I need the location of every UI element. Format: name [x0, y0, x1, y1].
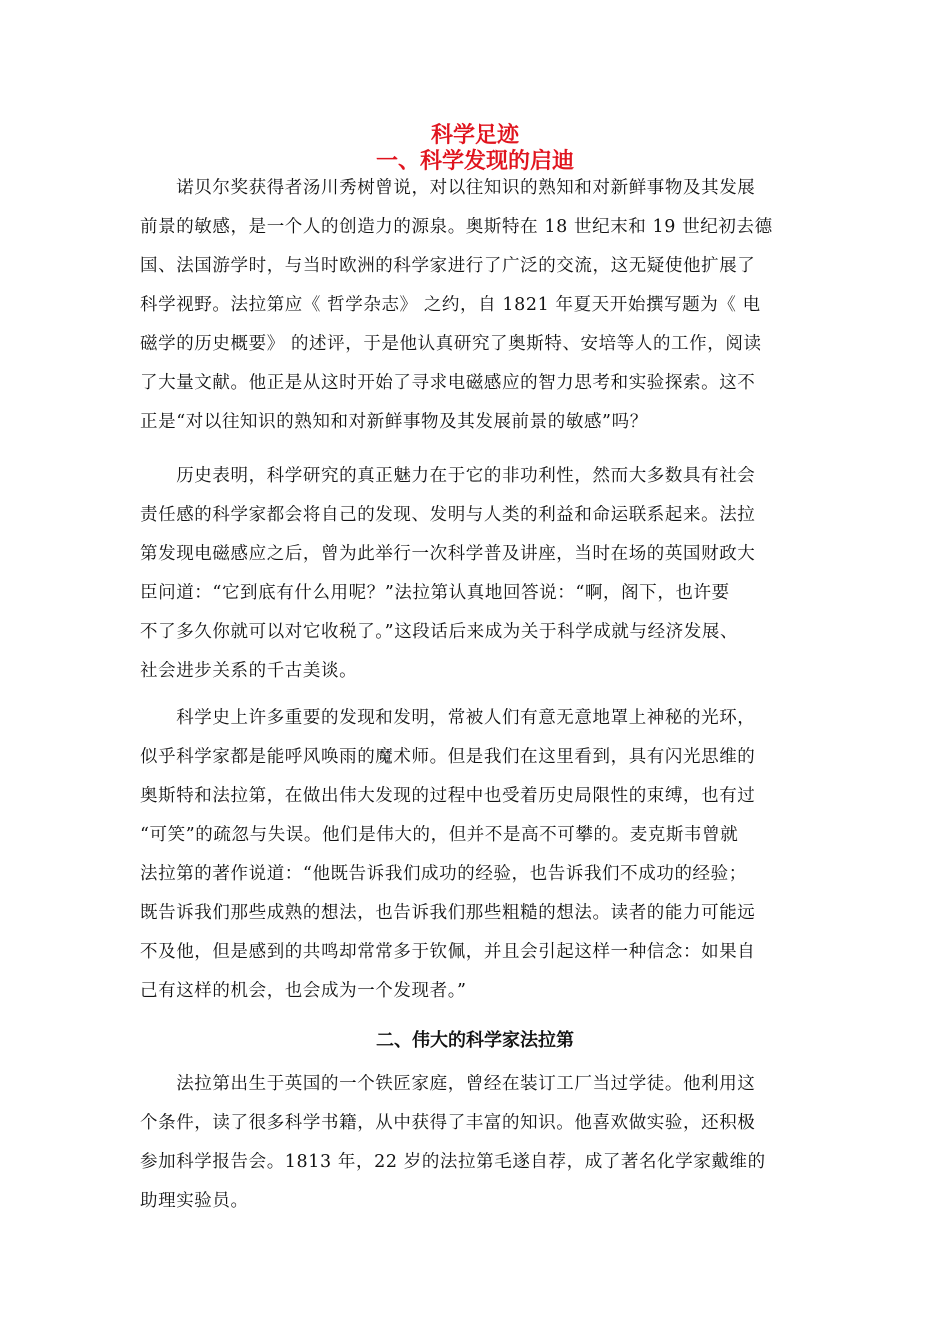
section-1-paragraph-3: 科学史上许多重要的发现和发明，常被人们有意无意地罩上神秘的光环， 似乎科学家都是能呼风唤雨的魔术师。但是我们在这里看到，具有闪光思维的 奥斯特和法拉第，在做出伟大发现的过程中也受着历史局限性的束缚，也有过 “可笑”的疏忽与失误。他们是伟大的，但并不是高不可攀的。麦克斯韦曾就 法拉第的著作说道：“他既告诉我们成功的经验，也告诉我们不成功的经验； 既告诉我们那些成熟的想法，也告诉我们那些粗糙的想法。读者的能力可能远 不及他，但是感到的共鸣却常常多于钦佩，并且会引起这样一种信念：如果自 己有这样的机会，也会成为一个发现者。”	[140, 708, 756, 1001]
section-1-title: 一、科学发现的启迪	[375, 149, 574, 174]
section-2-title: 二、伟大的科学家法拉第	[376, 1030, 574, 1051]
section-1-paragraph-2: 历史表明，科学研究的真正魅力在于它的非功利性，然而大多数具有社会 责任感的科学家都会将自己的发现、发明与人类的利益和命运联系起来。法拉 第发现电磁感应之后，曾为此举行一次科学普及讲座，当时在场的英国财政大 臣问道：“它到底有什么用呢？”法拉第认真地回答说：“啊，阁下，也许要 不了多久你就可以对它收税了。”这段话后来成为关于科学成就与经济发展、 社会进步关系的千古美谈。	[140, 466, 756, 681]
section-1-paragraph-1: 诺贝尔奖获得者汤川秀树曾说，对以往知识的熟知和对新鲜事物及其发展 前景的敏感，是一个人的创造力的源泉。奥斯特在 18 世纪末和 19 世纪初去德 国、法国游学时，与当时欧洲的科学家进行了广泛的交流，这无疑使他扩展了 科学视野。法拉第应《 哲学杂志》 之约，自 1821 年夏天开始撰写题为《 电 磁学的历史概要》 的述评，于是他认真研究了奥斯特、安培等人的工作，阅读 了大量文献。他正是从这时开始了寻求电磁感应的智力思考和实验探索。这不 正是“对以往知识的熟知和对新鲜事物及其发展前景的敏感”吗？	[140, 178, 773, 432]
document-title: 科学足迹	[430, 123, 519, 148]
section-2-paragraph-1: 法拉第出生于英国的一个铁匠家庭，曾经在装订工厂当过学徒。他利用这 个条件，读了很多科学书籍，从中获得了丰富的知识。他喜欢做实验，还积极 参加科学报告会。1813 年，22 岁的法拉第毛遂自荐，成了著名化学家戴维的 助理实验员。	[140, 1074, 766, 1211]
